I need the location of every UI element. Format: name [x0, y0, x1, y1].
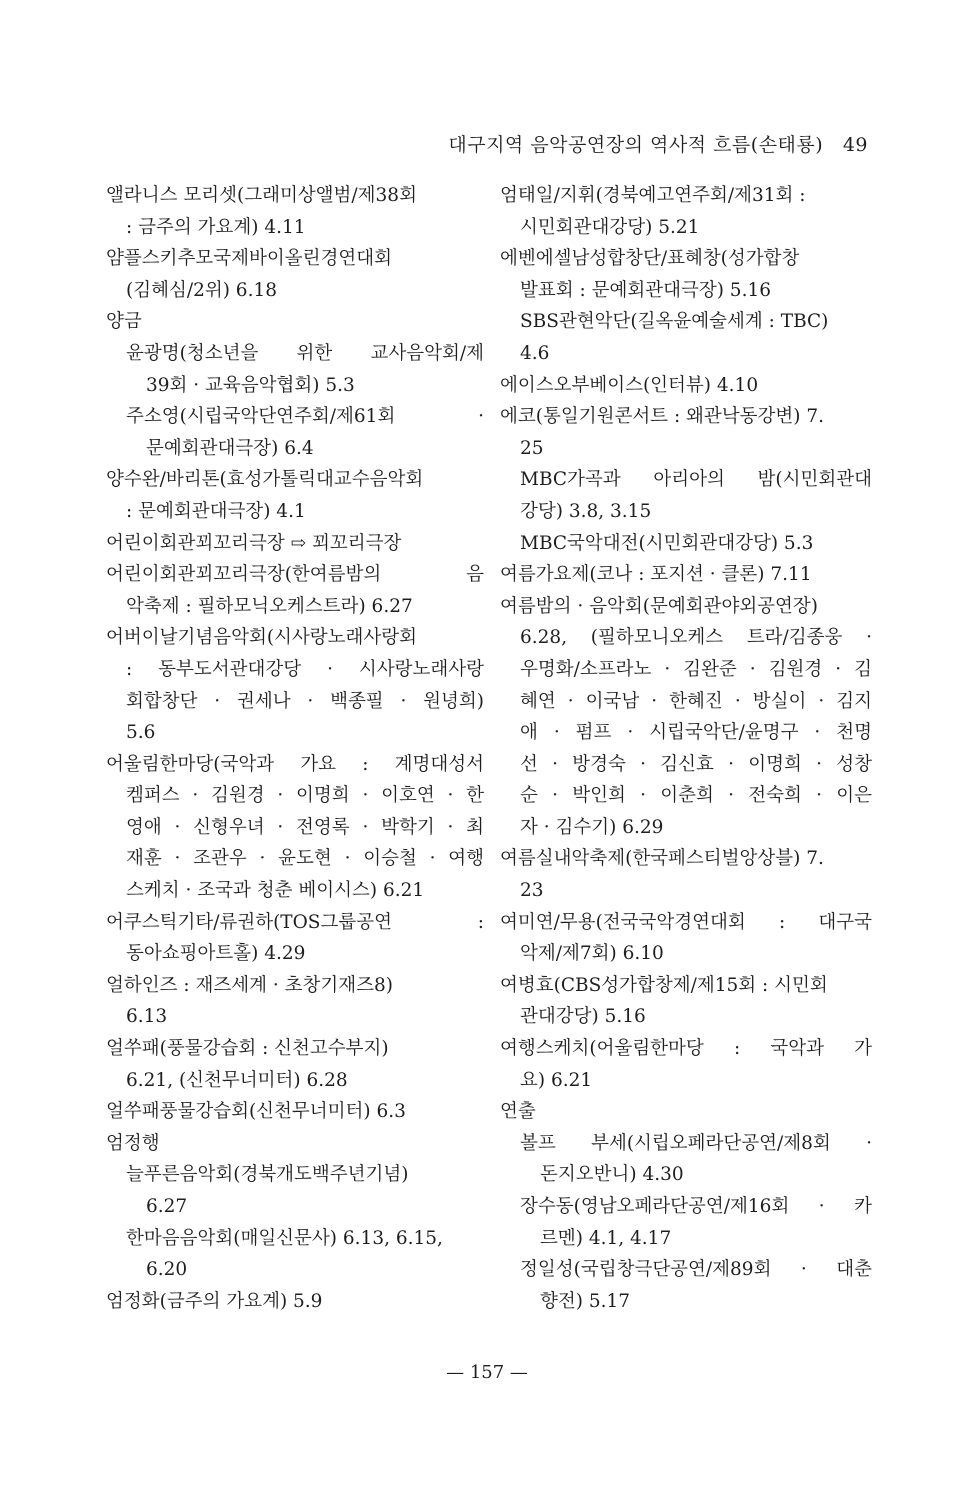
left-column	[106, 180, 484, 1317]
index-line: 재훈 · 조관우 · 윤도현 · 이승철 · 여행	[126, 848, 484, 870]
index-line: 혜연 · 이국남 · 한혜진 · 방실이 · 김지	[520, 690, 872, 712]
index-line: 에이스오부베이스(인터뷰) 4.10	[500, 374, 759, 396]
index-line: : 금주의 가요계) 4.11	[126, 216, 306, 238]
index-line: 악축제 : 필하모닉오케스트라) 6.27	[126, 595, 413, 617]
index-line: 6.13	[126, 1006, 168, 1028]
index-line: 시민회관대강당) 5.21	[520, 216, 700, 238]
index-line: 어린이회관꾀꼬리극장 ⇨ 꾀꼬리극장	[106, 532, 402, 554]
index-line: 윤광명(청소년을 위한 교사음악회/제	[126, 342, 484, 364]
index-line: 얼쑤패(풍물강습회 : 신천고수부지)	[106, 1038, 389, 1060]
index-line: 볼프 부세(시립오페라단공연/제8회 ·	[520, 1132, 872, 1154]
index-line: 앨라니스 모리셋(그래미상앨범/제38회	[106, 185, 417, 206]
index-line: 엄정화(금주의 가요계) 5.9	[106, 1290, 323, 1312]
index-line: 39회 · 교육음악협회) 5.3	[146, 374, 355, 396]
index-line: 5.6	[126, 722, 156, 744]
index-line: 6.21, (신천무너미터) 6.28	[126, 1069, 348, 1091]
index-line: 돈지오반니) 4.30	[540, 1164, 684, 1186]
running-title: 대구지역 음악공연장의 역사적 흐름(손태룡)	[448, 134, 824, 156]
index-line: 여름가요제(코나 : 포지션 · 클론) 7.11	[500, 564, 812, 586]
index-line: 르멘) 4.1, 4.17	[540, 1227, 672, 1249]
index-line: 여미연/무용(전국국악경연대회 : 대구국	[500, 911, 872, 933]
index-line: 악제/제7회) 6.10	[520, 943, 664, 965]
index-line: 여름실내악축제(한국페스티벌앙상블) 7.	[500, 848, 824, 870]
index-line: 엄태일/지휘(경북예고연주회/제31회 :	[500, 185, 806, 206]
index-line: 에벤에셀남성합창단/표혜창(성가합창	[500, 248, 800, 270]
index-line: (김혜심/2위) 6.18	[126, 279, 277, 301]
index-line: 향전) 5.17	[540, 1290, 631, 1312]
index-line: 여병효(CBS성가합창제/제15회 : 시민회	[500, 974, 828, 996]
index-line: 영애 · 신형우녀 · 전영록 · 박학기 · 최	[126, 816, 484, 838]
index-line: 우명화/소프라노 · 김완준 · 김원경 · 김	[520, 658, 872, 680]
index-line: 25	[520, 437, 544, 459]
index-line: 4.6	[520, 342, 550, 364]
index-line: 얼하인즈 : 재즈세계 · 초창기재즈8)	[106, 974, 393, 996]
header-page-number: 49	[842, 134, 868, 156]
index-line: 6.28, (필하모니오케스 트라/김종웅 ·	[520, 627, 872, 649]
index-line: 엄정행	[106, 1132, 160, 1154]
index-line: 자 · 김수기) 6.29	[520, 816, 664, 838]
running-header	[448, 130, 868, 157]
index-line: 23	[520, 880, 544, 902]
index-line: 한마음음악회(매일신문사) 6.13, 6.15,	[126, 1227, 443, 1249]
index-line: 에코(통일기원콘서트 : 왜관낙동강변) 7.	[500, 406, 825, 428]
index-line: 강당) 3.8, 3.15	[520, 500, 652, 522]
index-line: 문예회관대극장) 6.4	[146, 437, 314, 459]
index-line: SBS관현악단(길옥윤예술세계 : TBC)	[520, 311, 829, 333]
index-line: 연출	[500, 1101, 536, 1123]
index-line: 애 · 펌프 · 시립국악단/윤명구 · 천명	[520, 722, 872, 744]
index-line: 어린이회관꾀꼬리극장(한여름밤의 음	[106, 564, 484, 586]
index-line: : 문예회관대극장) 4.1	[126, 500, 306, 522]
index-line: 어쿠스틱기타/류권하(TOS그룹공연 :	[106, 911, 484, 933]
index-line: 얼쑤패풍물강습회(신천무너미터) 6.3	[106, 1101, 406, 1123]
index-line: 장수동(영남오페라단공연/제16회 · 카	[520, 1196, 872, 1217]
index-line: 발표회 : 문예회관대극장) 5.16	[520, 279, 771, 301]
index-line: 얌플스키추모국제바이올린경연대회	[106, 248, 392, 270]
footer-page-number: — 157 —	[446, 1362, 528, 1383]
index-line: 정일성(국립창극단공연/제89회 · 대춘	[520, 1259, 872, 1281]
index-line: 회합창단 · 권세나 · 백종필 · 원녕희)	[126, 690, 484, 712]
index-line: MBC국악대전(시민회관대강당) 5.3	[520, 532, 814, 554]
index-line: 여름밤의 · 음악회(문예회관야외공연장)	[500, 595, 819, 617]
index-line: 주소영(시립국악단연주회/제61회 ·	[126, 406, 484, 428]
index-line: 6.27	[146, 1196, 188, 1217]
index-line: 여행스케치(어울림한마당 : 국악과 가	[500, 1038, 872, 1060]
index-line: 관대강당) 5.16	[520, 1006, 646, 1028]
index-line: 요) 6.21	[520, 1069, 593, 1091]
index-line: 스케치 · 조국과 청춘 베이시스) 6.21	[126, 880, 425, 902]
index-line: 늘푸른음악회(경북개도백주년기념)	[126, 1164, 409, 1186]
page-footer	[0, 1362, 974, 1383]
index-line: 어버이날기념음악회(시사랑노래사랑회	[106, 627, 418, 649]
index-line: 어울림한마당(국악과 가요 : 계명대성서	[106, 753, 484, 775]
right-column	[500, 180, 872, 1317]
index-line: 선 · 방경숙 · 김신효 · 이명희 · 성창	[520, 753, 872, 775]
index-line: : 동부도서관대강당 · 시사랑노래사랑	[126, 658, 484, 680]
index-line: 6.20	[146, 1259, 188, 1281]
index-line: 양금	[106, 311, 142, 333]
index-line: 양수완/바리톤(효성가톨릭대교수음악회	[106, 469, 424, 491]
index-line: 동아쇼핑아트홀) 4.29	[126, 943, 306, 965]
index-line: 켐퍼스 · 김원경 · 이명희 · 이호연 · 한	[126, 785, 484, 807]
index-line: MBC가곡과 아리아의 밤(시민회관대	[520, 469, 872, 491]
index-line: 순 · 박인희 · 이춘희 · 전숙희 · 이은	[520, 785, 872, 807]
